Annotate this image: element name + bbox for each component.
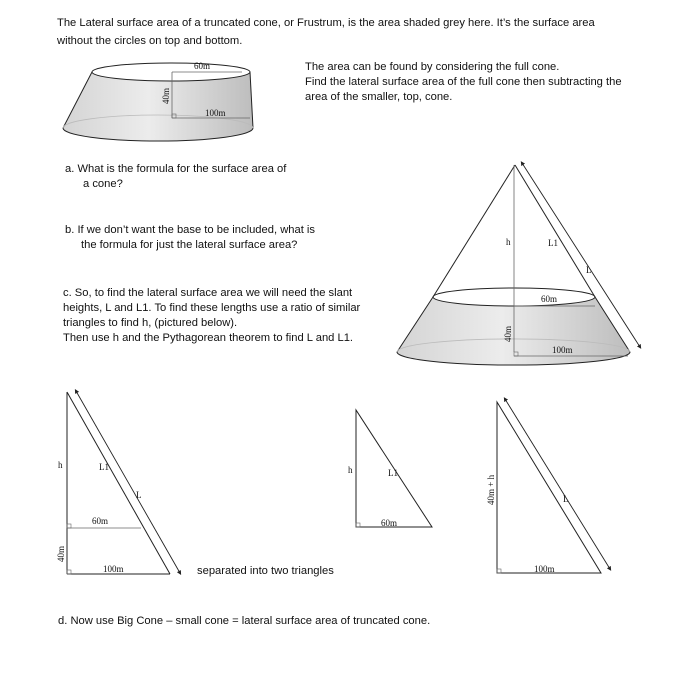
big-triangle-diagram bbox=[486, 399, 610, 574]
question-a-line-1: a. What is the formula for the surface area of bbox=[65, 163, 287, 175]
full-cone-label-L1: L1 bbox=[548, 238, 558, 248]
question-b-line-1: b. If we don’t want the base to be included, what is bbox=[65, 224, 316, 236]
question-b-line-2: the formula for just the lateral surface area? bbox=[81, 239, 298, 251]
small-triangle-right-angle bbox=[356, 523, 360, 527]
full-cone-label-100m: 100m bbox=[552, 345, 573, 355]
small-frustum-label-100m: 100m bbox=[205, 108, 226, 118]
intro-line-1: The Lateral surface area of a truncated cone, or Frustrum, is the area shaded grey here. It’s the surface area bbox=[57, 17, 595, 29]
full-cone-diagram bbox=[397, 163, 640, 365]
large-triangle-label-L: L bbox=[136, 490, 142, 500]
small-triangle-diagram bbox=[348, 410, 432, 528]
small-frustum-diagram bbox=[63, 61, 253, 141]
question-c-line-4: Then use h and the Pythagorean theorem to find L and L1. bbox=[63, 332, 354, 344]
full-cone-left-side bbox=[433, 165, 515, 297]
large-triangle-label-100m: 100m bbox=[103, 564, 124, 574]
large-triangle-label-60m: 60m bbox=[92, 516, 109, 526]
small-frustum-label-40m: 40m bbox=[161, 87, 171, 104]
question-c-line-1: c. So, to find the lateral surface area we will need the slant bbox=[63, 287, 353, 299]
explanation-line-2: Find the lateral surface area of the full cone then subtracting the bbox=[305, 76, 622, 88]
question-d-line-1: d. Now use Big Cone – small cone = lateral surface area of truncated cone. bbox=[58, 615, 431, 627]
intro-line-2: without the circles on top and bottom. bbox=[57, 35, 243, 47]
large-triangle-label-L1: L1 bbox=[99, 462, 109, 472]
small-frustum-label-60m: 60m bbox=[194, 61, 211, 71]
big-triangle-right-angle bbox=[497, 569, 501, 573]
question-c-line-3: triangles to find h, (pictured below). bbox=[63, 317, 238, 329]
full-cone-label-h: h bbox=[506, 237, 511, 247]
question-a-line-2: a cone? bbox=[83, 178, 123, 190]
small-frustum-surface bbox=[63, 72, 253, 141]
full-cone-label-60m: 60m bbox=[541, 294, 558, 304]
full-cone-label-40m: 40m bbox=[503, 325, 513, 342]
full-cone-frustum-surface bbox=[397, 297, 630, 365]
large-triangle-diagram bbox=[56, 391, 180, 574]
big-triangle-label-L: L bbox=[563, 494, 569, 504]
small-triangle-label-h: h bbox=[348, 465, 353, 475]
large-triangle-right-angle-top bbox=[67, 524, 71, 528]
large-triangle-hypotenuse bbox=[67, 392, 170, 574]
large-triangle-label-40m: 40m bbox=[56, 545, 66, 562]
separated-label: separated into two triangles bbox=[197, 565, 334, 577]
large-triangle-label-h: h bbox=[58, 460, 63, 470]
explanation-line-1: The area can be found by considering the full cone. bbox=[305, 61, 560, 73]
big-triangle-slant-arrow bbox=[505, 399, 610, 569]
question-c-line-2: heights, L and L1. To find these lengths use a ratio of similar bbox=[63, 302, 361, 314]
big-triangle-label-height: 40m + h bbox=[486, 474, 496, 505]
big-triangle-shape bbox=[497, 402, 601, 573]
small-triangle-label-L1: L1 bbox=[388, 468, 398, 478]
explanation-line-3: area of the smaller, top, cone. bbox=[305, 91, 453, 103]
full-cone-right-side bbox=[515, 165, 595, 297]
full-cone-label-L: L bbox=[586, 265, 592, 275]
big-triangle-label-100m: 100m bbox=[534, 564, 555, 574]
large-triangle-right-angle-bottom bbox=[67, 570, 71, 574]
large-triangle-slant-arrow bbox=[76, 391, 180, 573]
small-triangle-label-60m: 60m bbox=[381, 518, 398, 528]
